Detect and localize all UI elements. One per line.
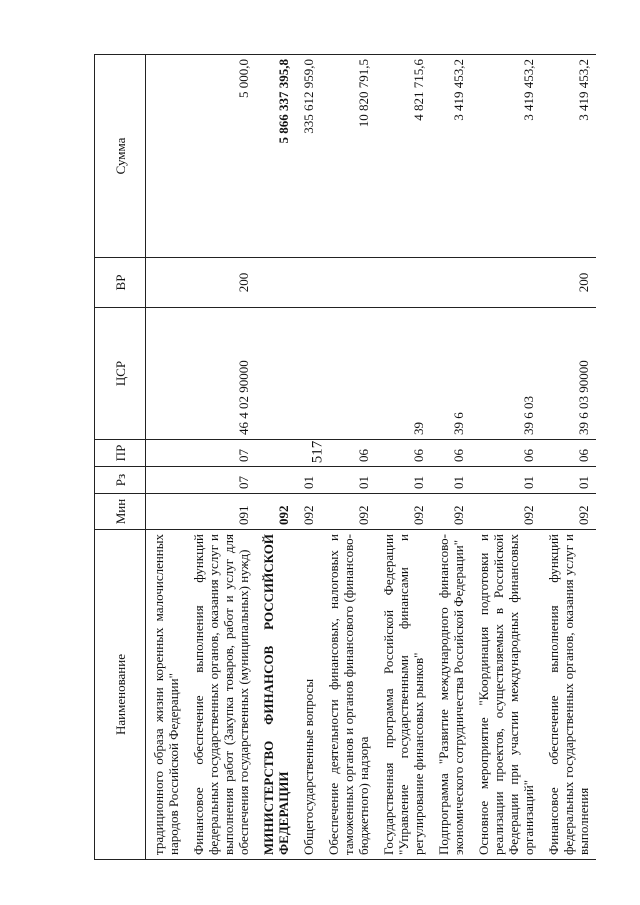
row-min: 092 (541, 494, 596, 530)
row-vr (376, 258, 431, 308)
row-rz: 01 (296, 467, 321, 494)
row-csr: 39 6 03 (471, 308, 541, 440)
row-min: 092 (256, 494, 296, 530)
header-rz: Рз (95, 467, 146, 494)
row-csr: 46 4 02 90000 (186, 308, 256, 440)
row-pr: 06 (541, 440, 596, 467)
table-row (431, 55, 471, 860)
row-min: 092 (296, 494, 321, 530)
budget-table (94, 54, 596, 860)
row-rz (256, 467, 296, 494)
table-row (146, 55, 187, 860)
row-sum: 5 000,0 (186, 55, 256, 258)
row-min: 092 (376, 494, 431, 530)
row-csr (256, 308, 296, 440)
row-pr (256, 440, 296, 467)
row-sum: 3 419 453,2 (431, 55, 471, 258)
header-vr: ВР (95, 258, 146, 308)
budget-table-rotated (94, 55, 614, 860)
row-min: 092 (321, 494, 376, 530)
row-rz: 01 (321, 467, 376, 494)
header-name: Наименование (95, 530, 146, 860)
row-pr: 07 (186, 440, 256, 467)
row-vr: 200 (541, 258, 596, 308)
row-pr: 06 (376, 440, 431, 467)
row-sum: 3 419 453,2 (541, 55, 596, 258)
row-rz: 07 (186, 467, 256, 494)
row-pr: 06 (431, 440, 471, 467)
row-rz: 01 (431, 467, 471, 494)
row-pr: 06 (471, 440, 541, 467)
row-vr: 200 (186, 258, 256, 308)
table-row (321, 55, 376, 860)
row-rz: 01 (471, 467, 541, 494)
table-row (296, 55, 321, 860)
row-name: Государственная программа Российской Федерации "Управление государственными финансами и регулирование финансовых рынков" (376, 530, 431, 860)
row-min: 092 (431, 494, 471, 530)
row-pr (296, 440, 321, 467)
row-sum (146, 55, 187, 258)
row-pr (146, 440, 187, 467)
row-csr: 39 (376, 308, 431, 440)
row-vr (471, 258, 541, 308)
row-name: традиционного образа жизни коренных малочисленных народов Российской Федерации" (146, 530, 187, 860)
header-pr: ПР (95, 440, 146, 467)
row-rz: 01 (541, 467, 596, 494)
row-csr (296, 308, 321, 440)
row-vr (296, 258, 321, 308)
row-pr: 06 (321, 440, 376, 467)
table-header-row (95, 55, 146, 860)
row-csr: 39 6 03 90000 (541, 308, 596, 440)
header-min: Мин (95, 494, 146, 530)
table-row (186, 55, 256, 860)
header-sum: Сумма (95, 55, 146, 258)
row-sum: 4 821 715,6 (376, 55, 431, 258)
row-csr (321, 308, 376, 440)
row-sum: 3 419 453,2 (471, 55, 541, 258)
row-rz: 01 (376, 467, 431, 494)
table-row (376, 55, 431, 860)
row-name: Подпрограмма "Развитие международного финансово-экономического сотрудничества Российской Федерации" (431, 530, 471, 860)
row-name: Обеспечение деятельности финансовых, налоговых и таможенных органов и органов финансового (финансово-бюджетного) надзора (321, 530, 376, 860)
row-rz (146, 467, 187, 494)
row-min: 091 (186, 494, 256, 530)
row-name: МИНИСТЕРСТВО ФИНАНСОВ РОССИЙСКОЙ ФЕДЕРАЦИИ (256, 530, 296, 860)
row-name: Финансовое обеспечение выполнения функций федеральных государственных органов, оказания услуг и выполнения работ (Закупка товаров, работ и услуг для обеспечения государственных (муниципальных) нужд) (186, 530, 256, 860)
table-row (471, 55, 541, 860)
table-row (256, 55, 296, 860)
row-min (146, 494, 187, 530)
table-row (541, 55, 596, 860)
row-name: Общегосударственные вопросы (296, 530, 321, 860)
row-vr (431, 258, 471, 308)
row-vr (321, 258, 376, 308)
row-vr (256, 258, 296, 308)
row-vr (146, 258, 187, 308)
header-csr: ЦСР (95, 308, 146, 440)
page-number: 517 (309, 440, 326, 464)
row-name: Основное мероприятие "Координация подготовки и реализации проектов, осуществляемых в Российской Федерации при участии международных финансовых организаций" (471, 530, 541, 860)
row-min: 092 (471, 494, 541, 530)
row-sum: 5 866 337 395,8 (256, 55, 296, 258)
row-sum: 10 820 791,5 (321, 55, 376, 258)
row-sum: 335 612 959,0 (296, 55, 321, 258)
row-csr: 39 6 (431, 308, 471, 440)
row-csr (146, 308, 187, 440)
row-name: Финансовое обеспечение выполнения функций федеральных государственных органов, оказания услуг и выполнения (541, 530, 596, 860)
